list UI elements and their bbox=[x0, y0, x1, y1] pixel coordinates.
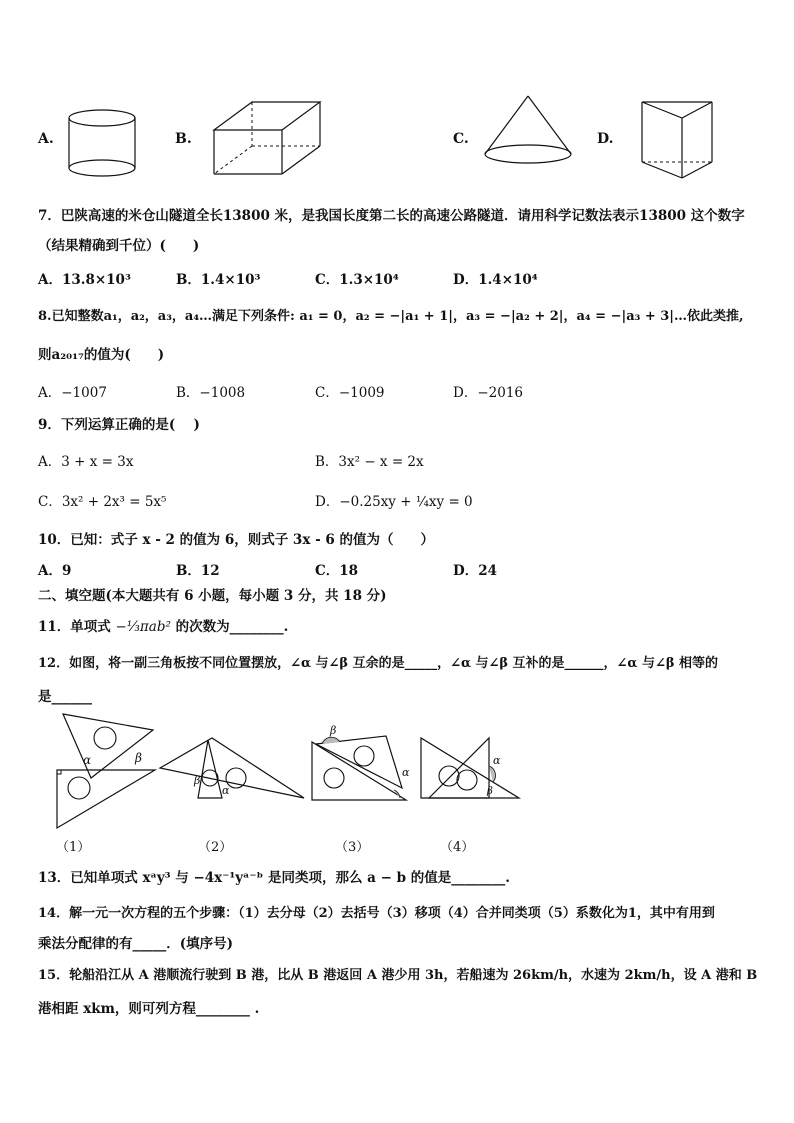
cylinder-icon bbox=[66, 108, 140, 180]
q7-option-a: A．13.8×10³ bbox=[38, 272, 131, 288]
q12-fig3-beta: β bbox=[330, 724, 337, 737]
q9-option-d: D．−0.25xy + ¼xy = 0 bbox=[315, 494, 473, 510]
q12-fig1-alpha: α bbox=[83, 753, 92, 767]
q7-stem-line1: 7．巴陕高速的米仓山隧道全长13800 米，是我国长度第二长的高速公路隧道．请用科学记数法表示13800 这个数字 bbox=[38, 208, 745, 224]
q7-option-b: B．1.4×10³ bbox=[176, 272, 261, 288]
q10-stem: 10．已知：式子 x - 2 的值为 6，则式子 3x - 6 的值为（ ） bbox=[38, 532, 434, 548]
q12-fig2-alpha: α bbox=[222, 784, 230, 797]
triangular-prism-icon bbox=[638, 98, 718, 182]
q6-option-d-label: D. bbox=[597, 131, 614, 147]
q12-fig3-alpha: α bbox=[402, 766, 410, 779]
q8-stem-line1: 8.已知整数a₁，a₂，a₃，a₄…满足下列条件: a₁ = 0，a₂ = −|a₁ + 1|，a₃ = −|a₂ + 2|，a₄ = −|a₃ + 3|…依此类推, bbox=[38, 309, 744, 324]
q7-option-c: C．1.3×10⁴ bbox=[315, 272, 399, 288]
q12-stem-line1: 12．如图，将一副三角板按不同位置摆放，∠α 与∠β 互余的是_____，∠α 与∠β 互补的是______，∠α 与∠β 相等的 bbox=[38, 656, 719, 671]
rectangular-prism-icon bbox=[210, 100, 325, 178]
q12-caption-2: （2） bbox=[198, 840, 233, 855]
q12-figure-4 bbox=[419, 736, 523, 800]
q9-option-b: B．3x² − x = 2x bbox=[315, 454, 424, 470]
q14-stem-line1: 14．解一元一次方程的五个步骤：（1）去分母（2）去括号（3）移项（4）合并同类项（5）系数化为1，其中有用到 bbox=[38, 906, 715, 921]
q11-prefix: 11．单项式 bbox=[38, 619, 111, 635]
q10-option-b: B．12 bbox=[176, 563, 220, 579]
q9-option-c: C．3x² + 2x³ = 5x⁵ bbox=[38, 494, 167, 510]
q10-option-a: A．9 bbox=[38, 563, 72, 579]
q6-option-b-label: B. bbox=[175, 131, 192, 147]
q12-figure-3 bbox=[308, 722, 410, 802]
q12-stem-line2: 是______ bbox=[38, 689, 92, 705]
q12-figure-1 bbox=[55, 712, 165, 830]
q9-stem: 9．下列运算正确的是( ) bbox=[38, 417, 200, 433]
q11-expression: −⅓πab² bbox=[115, 619, 171, 635]
q10-option-d: D．24 bbox=[453, 563, 497, 579]
q12-fig4-alpha: α bbox=[493, 754, 501, 767]
q13-stem: 13．已知单项式 xᵃy³ 与 −4x⁻¹yᵃ⁻ᵇ 是同类项，那么 a − b 的值是________. bbox=[38, 870, 510, 886]
q12-caption-4: （4） bbox=[440, 840, 475, 855]
q7-option-d: D．1.4×10⁴ bbox=[453, 272, 538, 288]
q15-stem-line2: 港相距 xkm，则可列方程________ . bbox=[38, 1001, 260, 1017]
q12-fig4-beta: β bbox=[487, 786, 493, 797]
q8-option-c: C．−1009 bbox=[315, 385, 385, 401]
q12-fig2-beta: β bbox=[194, 774, 201, 787]
section-heading: 二、填空题(本大题共有 6 小题，每小题 3 分，共 18 分) bbox=[38, 588, 387, 604]
q8-stem-line2: 则a₂₀₁₇的值为( ) bbox=[38, 347, 165, 363]
q12-fig1-beta: β bbox=[135, 751, 142, 765]
q12-figure-2 bbox=[158, 736, 308, 800]
q11-suffix: 的次数为________. bbox=[175, 619, 289, 635]
q12-caption-1: （1） bbox=[56, 840, 91, 855]
q8-option-d: D．−2016 bbox=[453, 385, 523, 401]
q11-stem bbox=[38, 618, 288, 636]
q12-caption-3: （3） bbox=[335, 840, 370, 855]
q8-option-b: B．−1008 bbox=[176, 385, 246, 401]
q9-option-a: A．3 + x = 3x bbox=[38, 454, 134, 470]
q6-option-c-label: C. bbox=[453, 131, 469, 147]
q10-option-c: C．18 bbox=[315, 563, 359, 579]
q7-stem-line2: （结果精确到千位）( ) bbox=[38, 238, 200, 254]
q6-option-a-label: A. bbox=[38, 131, 54, 147]
q8-option-a: A．−1007 bbox=[38, 385, 107, 401]
q14-stem-line2: 乘法分配律的有_____．(填序号) bbox=[38, 936, 234, 952]
cone-icon bbox=[483, 94, 575, 168]
q15-stem-line1: 15．轮船沿江从 A 港顺流行驶到 B 港，比从 B 港返回 A 港少用 3h，若船速为 26km/h，水速为 2km/h，设 A 港和 B bbox=[38, 968, 758, 983]
